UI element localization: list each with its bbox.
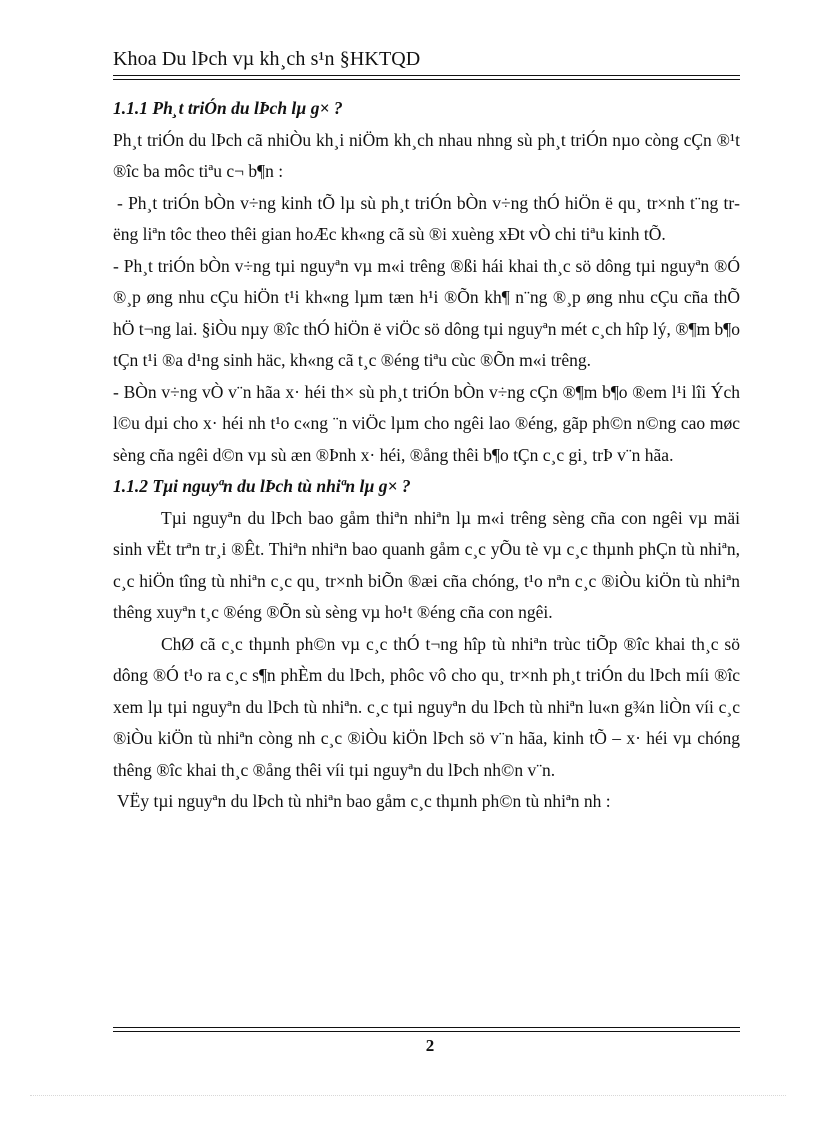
footer-rule-thick	[113, 1031, 740, 1032]
page-number: 2	[425, 1036, 435, 1055]
paragraph: VËy tµi nguyªn du lÞch tù nhiªn bao gåm c¸c thµnh ph©n tù nhiªn nh :	[117, 791, 611, 811]
page-edge-divider	[30, 1095, 786, 1096]
document-body	[113, 93, 740, 818]
paragraph: - Ph¸t triÓn bÒn v÷ng kinh tÕ lµ sù ph¸t triÓn bÒn v÷ng thÓ hiÖn ë qu¸ tr×nh t¨ng trëng liªn tôc theo thêi gian hoÆc kh«ng cã sù ®i xuèng xÐt vÒ chi tiªu kinh tÕ.	[113, 192, 740, 244]
paragraph: - Ph¸t triÓn bÒn v÷ng tµi nguyªn vµ m«i trêng ®ßi hái khai th¸c sö dông tµi nguyªn ®Ó ®¸p øng nhu cÇu hiÖn t¹i kh«ng lµm tæn h¹i ®Õn kh¶ n¨ng ®¸p øng nhu cÇu cña thÕ hÖ t¬ng lai. §iÒu nµy ®îc thÓ hiÖn ë viÖc sö dông tµi nguyªn mét c¸ch hîp lý, ®¶m b¶o tÇn t¹i ®a d¹ng sinh häc, kh«ng cã t¸c ®éng tiªu cùc ®Õn m«i trêng.	[113, 255, 740, 370]
footer-rule-thin	[113, 1027, 740, 1028]
section-heading: 1.1.2 Tµi nguyªn du lÞch tù nhiªn lµ g× ?	[113, 476, 411, 496]
paragraph: ChØ cã c¸c thµnh ph©n vµ c¸c thÓ t¬ng hîp tù nhiªn trùc tiÕp ®îc khai th¸c sö dông ®Ó t¹o ra c¸c s¶n phÈm du lÞch, phôc vô cho qu¸ tr×nh ph¸t triÓn du lÞch míi ®îc xem lµ tµi nguyªn du lÞch tù nhiªn. c¸c tµi nguyªn du lÞch tù nhiªn lu«n g¾n liÒn víi c¸c ®iÒu kiÖn tù nhiªn còng nh c¸c ®iÒu kiÖn lÞch sö v¨n hãa, kinh tÕ – x· héi vµ chóng thêng ®îc khai th¸c ®ång thêi víi tµi nguyªn du lÞch nh©n v¨n.	[113, 633, 740, 780]
section-heading: 1.1.1 Ph¸t triÓn du lÞch lµ g× ?	[113, 98, 343, 118]
paragraph: Ph¸t triÓn du lÞch cã nhiÒu kh¸i niÖm kh¸ch nhau nhng sù ph¸t triÓn nµo còng cÇn ®¹t ®îc ba môc tiªu c¬ b¶n :	[113, 129, 740, 181]
paragraph: Tµi nguyªn du lÞch bao gåm thiªn nhiªn lµ m«i trêng sèng cña con ngêi vµ mäi sinh vËt trªn tr¸i ®Êt. Thiªn nhiªn bao quanh gåm c¸c yÕu tè vµ c¸c thµnh phÇn tù nhiªn, c¸c hiÖn tîng tù nhiªn c¸c qu¸ tr×nh biÕn ®æi cña chóng, t¹o nªn c¸c ®iÒu kiÖn tù nhiªn thêng xuyªn t¸c ®éng ®Õn sù sèng vµ ho¹t ®éng cña con ngêi.	[113, 507, 740, 622]
paragraph: - BÒn v÷ng vÒ v¨n hãa x· héi th× sù ph¸t triÓn bÒn v÷ng cÇn ®¶m b¶o ®em l¹i lîi Ých l©u dµi cho x· héi nh t¹o c«ng ¨n viÖc lµm cho ngêi lao ®éng, gãp ph©n n©ng cao møc sèng cña ngêi d©n vµ sù æn ®Þnh x· héi, ®ång thêi b¶o tÇn c¸c gi¸ trÞ v¨n hãa.	[113, 381, 740, 465]
page-header: Khoa Du lÞch vµ kh¸ch s¹n §HKTQD	[113, 48, 421, 70]
header-rule-thick	[113, 75, 740, 76]
header-rule-thin	[113, 79, 740, 80]
